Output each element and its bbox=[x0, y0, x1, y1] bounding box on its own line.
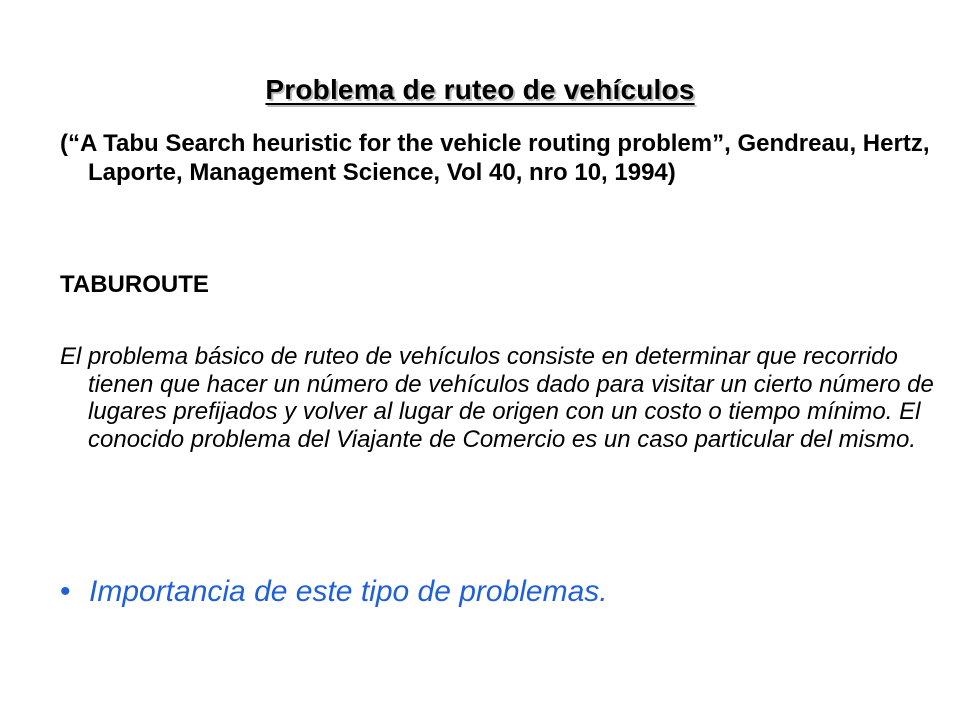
bullet-item bbox=[60, 574, 920, 610]
bullet-text: Importancia de este tipo de problemas. bbox=[89, 575, 608, 608]
algorithm-label: TABUROUTE bbox=[60, 271, 209, 298]
slide-title: Problema de ruteo de vehículos bbox=[265, 74, 695, 105]
description-paragraph: El problema básico de ruteo de vehículos consiste en determinar que recorrido tienen que hacer un número de vehículos dado para visitar un cierto número de lugares prefijados y volver al lugar de origen con un costo o tiempo mínimo. El conocido problema del Viajante de Comercio es un caso particular del mismo. bbox=[60, 343, 934, 453]
bullet-marker: • bbox=[60, 575, 71, 608]
citation-text: (“A Tabu Search heuristic for the vehicle routing problem”, Gendreau, Hertz, Laporte, Management Science, Vol 40, nro 10, 1994) bbox=[60, 130, 930, 186]
